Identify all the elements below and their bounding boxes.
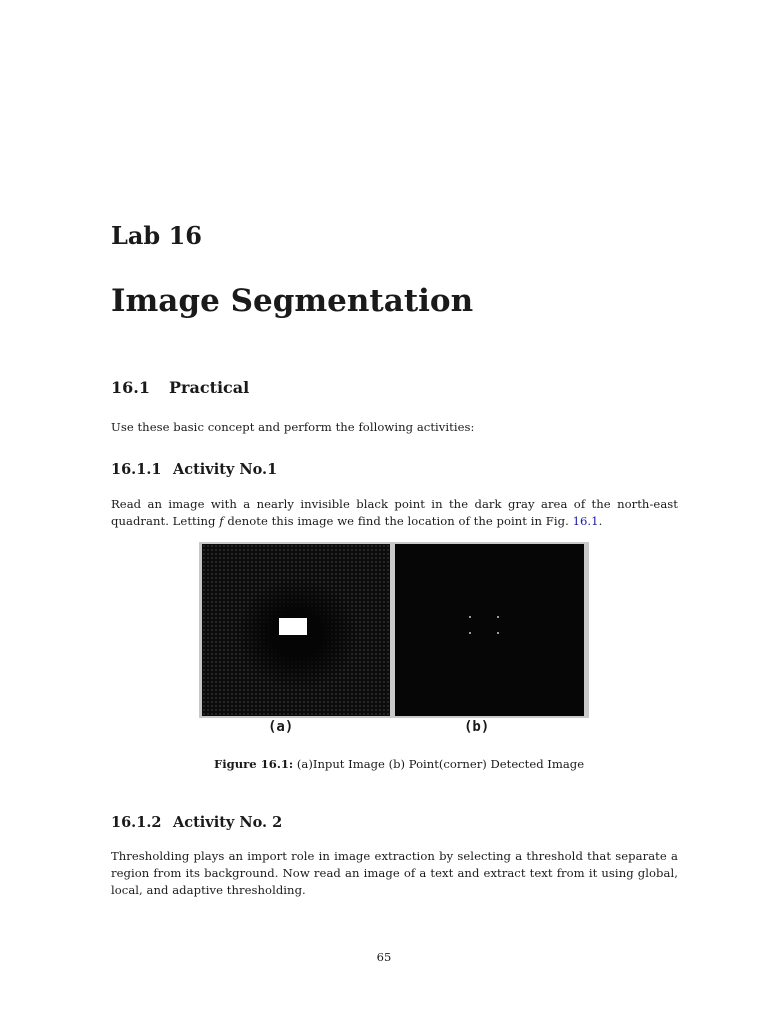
corner-point bbox=[469, 632, 471, 634]
subfigure-label-a: (a) bbox=[268, 719, 294, 735]
page-number: 65 bbox=[376, 950, 392, 964]
section-number: 16.1 bbox=[111, 378, 150, 397]
figure-reference-link[interactable]: 16.1 bbox=[572, 513, 599, 528]
detected-image-panel bbox=[395, 544, 584, 716]
subsection-title: Activity No.1 bbox=[173, 461, 278, 478]
figure-16-1 bbox=[199, 542, 589, 718]
subsection-heading-activity2 bbox=[111, 814, 282, 831]
corner-point bbox=[497, 616, 499, 618]
figure-caption bbox=[214, 757, 584, 771]
subsection-title: Activity No. 2 bbox=[173, 814, 283, 831]
section-title: Practical bbox=[169, 378, 250, 397]
subsection-number: 16.1.2 bbox=[111, 814, 162, 831]
corner-point bbox=[497, 632, 499, 634]
corner-point bbox=[469, 616, 471, 618]
caption-label: Figure 16.1: bbox=[214, 757, 294, 771]
activity1-text-middle: denote this image we find the location of the point in Fig. bbox=[223, 513, 573, 528]
activity1-paragraph bbox=[111, 496, 678, 530]
subfigure-label-b: (b) bbox=[464, 719, 490, 735]
activity2-paragraph: Thresholding plays an import role in image extraction by selecting a threshold that separate a region from its background. Now read an image of a text and extract text from it using global, local, and adaptive thresholding. bbox=[111, 849, 678, 897]
activity1-text-before: Read an image with a nearly invisible black point in the dark gray area of the north-east quadrant. Letting bbox=[111, 497, 678, 528]
section-heading-practical bbox=[111, 378, 249, 397]
subsection-number: 16.1.1 bbox=[111, 461, 162, 478]
activity1-text-after: . bbox=[598, 513, 603, 528]
input-image-panel bbox=[202, 544, 390, 716]
lab-label: Lab 16 bbox=[111, 221, 202, 250]
caption-text: (a)Input Image (b) Point(corner) Detected Image bbox=[293, 757, 585, 771]
variable-f: f bbox=[219, 513, 224, 528]
chapter-title: Image Segmentation bbox=[111, 283, 474, 319]
white-rectangle bbox=[279, 618, 307, 635]
subsection-heading-activity1 bbox=[111, 461, 277, 478]
intro-paragraph: Use these basic concept and perform the following activities: bbox=[111, 420, 475, 434]
